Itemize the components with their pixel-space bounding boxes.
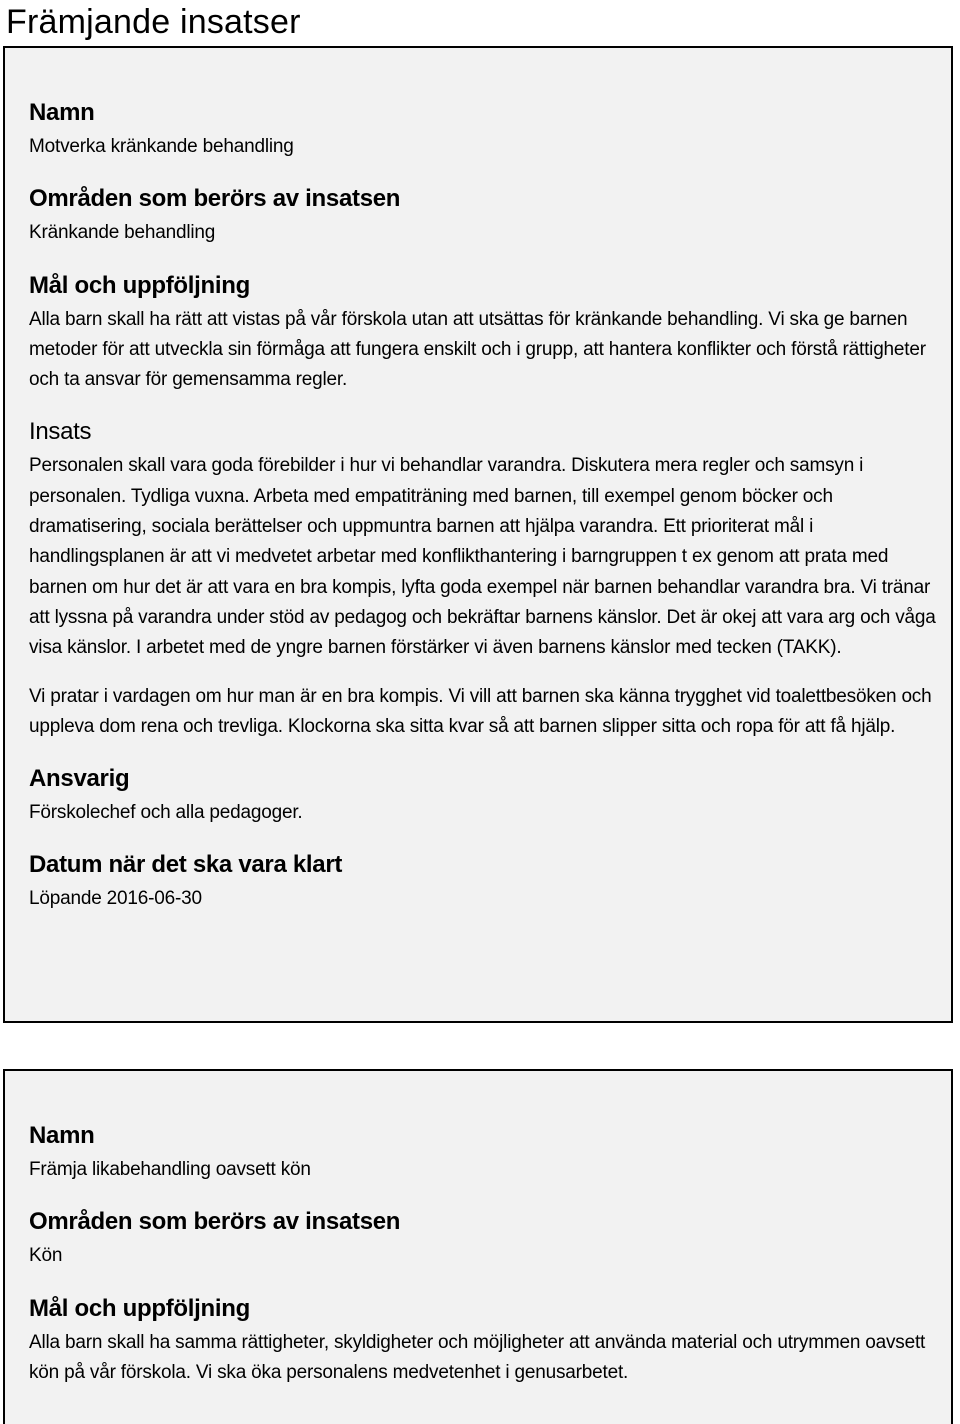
insats-label: Insats <box>29 418 92 446</box>
ansvarig-label: Ansvarig <box>29 765 130 793</box>
insats-value-paragraph-2: Vi pratar i vardagen om hur man är en bra kompis. Vi vill att barnen ska känna trygghet vid toalettbesöken och uppleva dom rena och trevliga. Klockorna ska sitta kvar så att barnen slipper sitta och ropa för att få hjälp. <box>29 685 932 737</box>
namn-label: Namn <box>29 99 95 126</box>
omraden-label: Områden som berörs av insatsen <box>29 185 401 213</box>
mal-value: Alla barn skall ha samma rättigheter, skyldigheter och möjligheter att använda material och utrymmen oavsett kön på vår förskola. Vi ska öka personalens medvetenhet i genusarbetet. <box>29 1331 926 1383</box>
namn-value: Främja likabehandling oavsett kön <box>29 1159 311 1180</box>
ansvarig-section <box>29 764 937 828</box>
namn-section <box>29 1121 937 1185</box>
namn-section <box>29 98 937 162</box>
mal-value: Alla barn skall ha rätt att vistas på vår förskola utan att utsättas för kränkande behandling. Vi ska ge barnen metoder för att utveckla sin förmåga att fungera enskilt och i grupp, att hantera konflikter och förstå rättigheter och ta ansvar för gemensamma regler. <box>29 308 926 391</box>
namn-value: Motverka kränkande behandling <box>29 136 294 157</box>
mal-section <box>29 1294 937 1389</box>
datum-value: Löpande 2016-06-30 <box>29 888 202 910</box>
ansvarig-value: Förskolechef och alla pedagoger. <box>29 802 303 824</box>
insats-card-content <box>29 98 937 937</box>
insats-value: Personalen skall vara goda förebilder i hur vi behandlar varandra. Diskutera mera regler och samsyn i personalen. Tydliga vuxna. Arbeta med empatiträning med barnen, till exempel genom böcker och dramatisering, sociala berättelser och uppmuntra barnen att hjälpa varandra. Ett prioriterat mål i handlingsplanen är att vi medvetet arbetar med konflikthantering i barngruppen t ex genom att prata med barnen om hur det är att vara en bra kompis, lyfta goda exempel när barnen behandlar varandra bra. Vi tränar att lyssna på varandra under stöd av pedagog och bekräftar barnens känslor. Det är okej att vara arg och våga visa känslor. I arbetet med de yngre barnen förstärker vi även barnens känslor med tecken (TAKK). <box>29 455 936 659</box>
omraden-label: Områden som berörs av insatsen <box>29 1208 401 1236</box>
page-title: Främjande insatser <box>6 3 301 41</box>
omraden-value: Kön <box>29 1245 63 1267</box>
datum-label: Datum när det ska vara klart <box>29 851 343 879</box>
insats-section <box>29 417 937 742</box>
datum-section <box>29 850 937 914</box>
omraden-section <box>29 184 937 248</box>
namn-label: Namn <box>29 1122 95 1149</box>
mal-label: Mål och uppföljning <box>29 1294 250 1322</box>
insats-card-likabehandling-kon <box>3 1069 953 1424</box>
mal-label: Mål och uppföljning <box>29 271 250 299</box>
omraden-value: Kränkande behandling <box>29 222 216 244</box>
insats-card-content <box>29 1121 937 1410</box>
mal-section <box>29 271 937 396</box>
insats-card-krankande-behandling <box>3 46 953 1023</box>
omraden-section <box>29 1207 937 1271</box>
